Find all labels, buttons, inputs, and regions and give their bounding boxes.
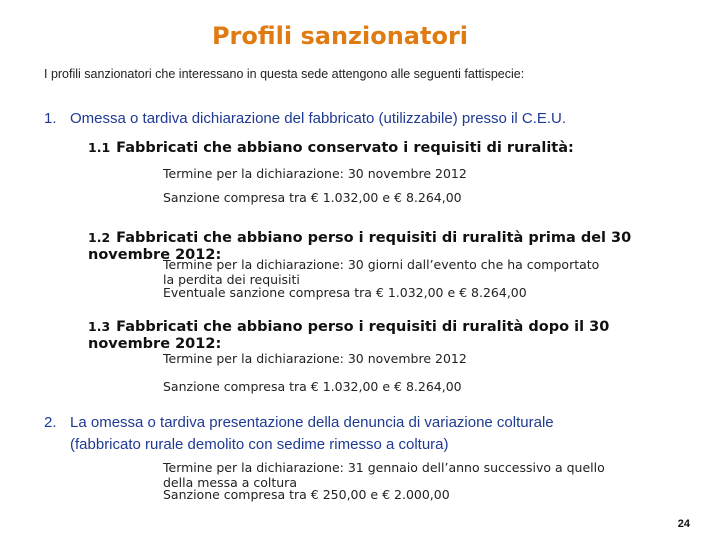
subsection-1-1-title: Fabbricati che abbiano conservato i requisiti di ruralità: <box>116 140 574 156</box>
section-2-number: 2. <box>44 414 57 431</box>
intro-text: I profili sanzionatori che interessano in questa sede attengono alle seguenti fattispecie: <box>44 67 525 81</box>
section-2-deadline-line2: della messa a coltura <box>163 475 297 490</box>
subsection-1-2-title-line1: Fabbricati che abbiano perso i requisiti di ruralità prima del 30 <box>116 230 632 246</box>
page-title: Profili sanzionatori <box>211 22 469 50</box>
subsection-1-3-title-line2: novembre 2012: <box>88 336 222 352</box>
section-2-title-line2: (fabbricato rurale demolito con sedime rimesso a coltura) <box>70 436 449 453</box>
section-1-heading <box>44 110 566 127</box>
subsection-1-3-number: 1.3 <box>88 319 111 334</box>
subsection-1-1-heading <box>88 140 574 156</box>
subsection-1-2-title-line2: novembre 2012: <box>88 247 222 263</box>
page-number: 24 <box>677 518 690 530</box>
section-2-title-line1: La omessa o tardiva presentazione della denuncia di variazione colturale <box>70 414 554 431</box>
subsection-1-3-deadline: Termine per la dichiarazione: 30 novembre 2012 <box>163 351 467 366</box>
subsection-1-2-number: 1.2 <box>88 230 111 245</box>
section-1-title: Omessa o tardiva dichiarazione del fabbricato (utilizzabile) presso il C.E.U. <box>70 110 567 127</box>
subsection-1-3-title-line1: Fabbricati che abbiano perso i requisiti di ruralità dopo il 30 <box>116 319 610 335</box>
subsection-1-2-heading <box>88 230 631 246</box>
section-1-number: 1. <box>44 110 57 127</box>
subsection-1-3-penalty: Sanzione compresa tra € 1.032,00 e € 8.264,00 <box>163 379 462 394</box>
subsection-1-1-deadline: Termine per la dichiarazione: 30 novembre 2012 <box>163 166 467 181</box>
subsection-1-1-number: 1.1 <box>88 140 111 155</box>
subsection-1-1-penalty: Sanzione compresa tra € 1.032,00 e € 8.264,00 <box>163 190 462 205</box>
subsection-1-2-penalty: Eventuale sanzione compresa tra € 1.032,00 e € 8.264,00 <box>163 285 527 300</box>
subsection-1-2-deadline-line1: Termine per la dichiarazione: 30 giorni dall’evento che ha comportato <box>163 257 600 272</box>
section-2-penalty: Sanzione compresa tra € 250,00 e € 2.000,00 <box>163 487 450 502</box>
subsection-1-2-deadline-line2: la perdita dei requisiti <box>163 272 300 287</box>
section-2-heading <box>44 414 554 431</box>
section-2-deadline-line1: Termine per la dichiarazione: 31 gennaio dell’anno successivo a quello <box>163 460 605 475</box>
subsection-1-3-heading <box>88 319 609 335</box>
